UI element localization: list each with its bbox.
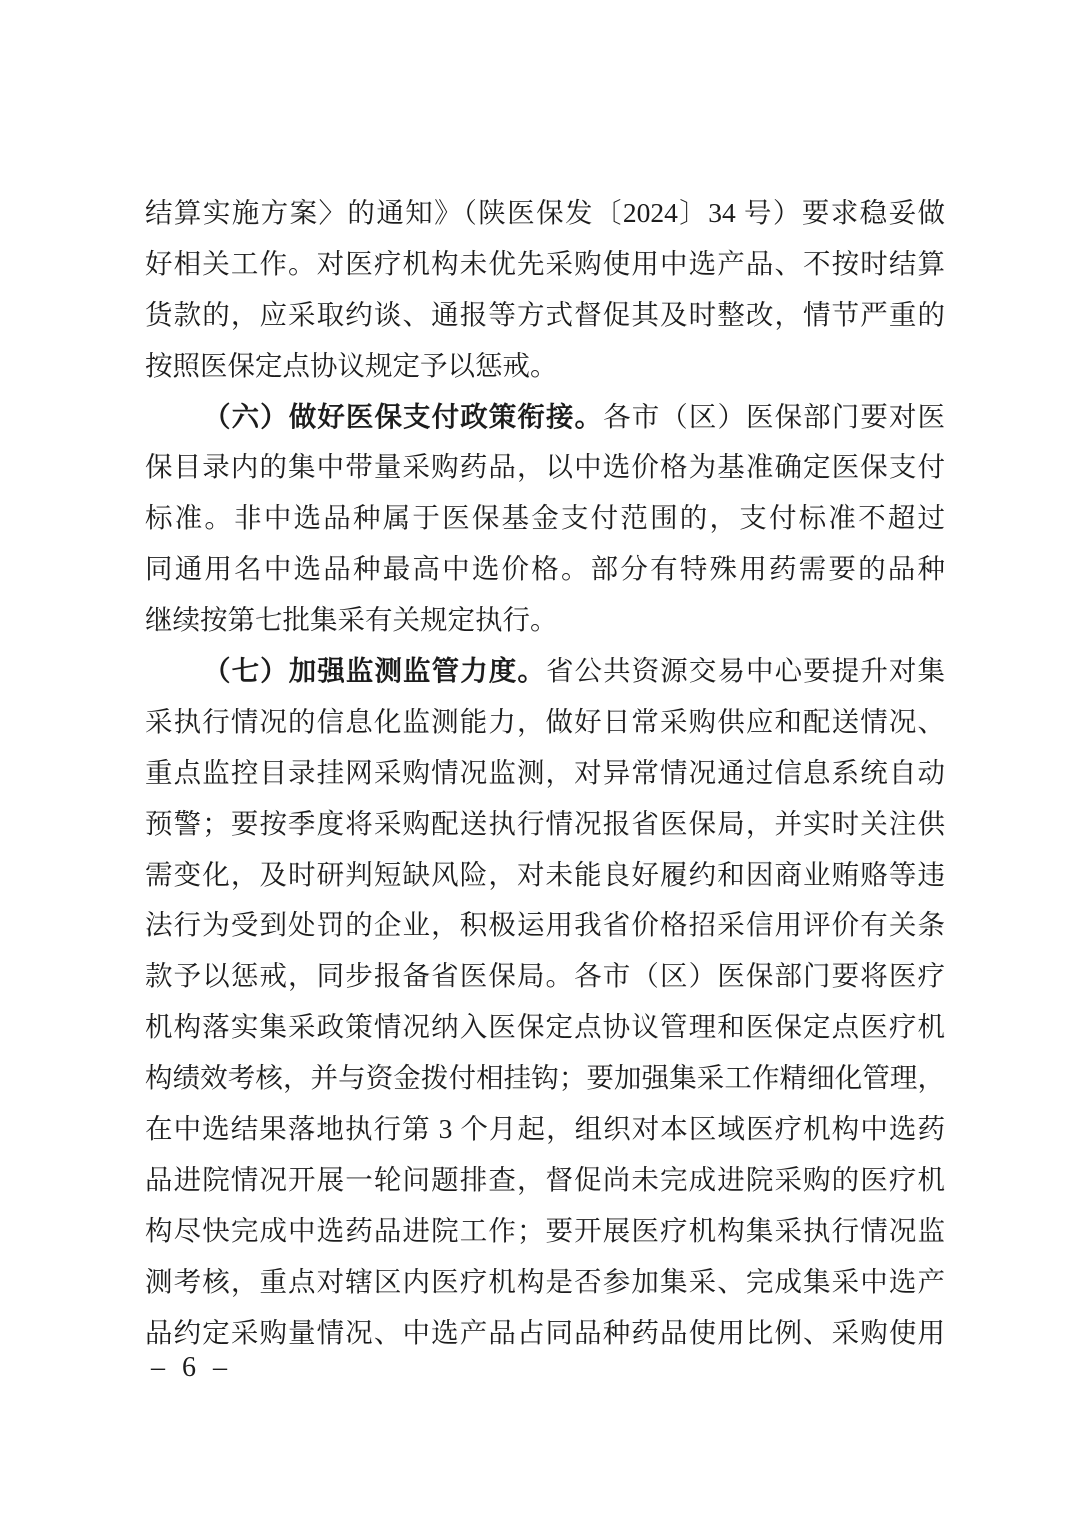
line-text: 机构落实集采政策情况纳入医保定点协议管理和医保定点医疗机 bbox=[145, 1011, 945, 1043]
document-line bbox=[145, 1206, 945, 1257]
document-line bbox=[145, 1002, 945, 1053]
line-text: 同通用名中选品种最高中选价格。部分有特殊用药需要的品种 bbox=[145, 553, 945, 585]
document-line bbox=[145, 595, 945, 646]
document-line bbox=[145, 1053, 945, 1104]
line-text: 测考核，重点对辖区内医疗机构是否参加集采、完成集采中选产 bbox=[145, 1265, 945, 1297]
section-heading: （七）加强监测监管力度。 bbox=[203, 655, 546, 687]
document-line bbox=[145, 290, 945, 341]
document-body bbox=[145, 188, 945, 1358]
document-line bbox=[145, 799, 945, 850]
line-text: 重点监控目录挂网采购情况监测，对异常情况通过信息系统自动 bbox=[145, 756, 945, 788]
document-line bbox=[145, 341, 945, 392]
document-line bbox=[145, 1308, 945, 1359]
page-number: – 6 – bbox=[151, 1352, 232, 1383]
line-text: 在中选结果落地执行第 3 个月起，组织对本区域医疗机构中选药 bbox=[145, 1113, 945, 1145]
document-line bbox=[145, 748, 945, 799]
line-text: 构绩效考核，并与资金拨付相挂钩；要加强集采工作精细化管理， bbox=[145, 1062, 945, 1094]
document-line bbox=[145, 544, 945, 595]
line-text: 继续按第七批集采有关规定执行。 bbox=[145, 604, 558, 636]
line-text: 省公共资源交易中心要提升对集 bbox=[545, 655, 946, 687]
line-text: 品约定采购量情况、中选产品占同品种药品使用比例、采购使用 bbox=[145, 1316, 945, 1348]
line-text: 货款的，应采取约谈、通报等方式督促其及时整改，情节严重的 bbox=[145, 298, 945, 330]
document-line bbox=[145, 697, 945, 748]
line-text: 保目录内的集中带量采购药品，以中选价格为基准确定医保支付 bbox=[145, 451, 945, 483]
line-text: 需变化，及时研判短缺风险，对未能良好履约和因商业贿赂等违 bbox=[145, 858, 945, 890]
document-line bbox=[145, 951, 945, 1002]
line-text: 结算实施方案〉的通知》（陕医保发〔2024〕34 号）要求稳妥做 bbox=[145, 197, 945, 228]
line-text: 品进院情况开展一轮问题排查，督促尚未完成进院采购的医疗机 bbox=[145, 1163, 945, 1195]
document-line bbox=[145, 646, 945, 697]
line-text: 法行为受到处罚的企业，积极运用我省价格招采信用评价有关条 bbox=[145, 909, 945, 941]
document-line bbox=[145, 1257, 945, 1308]
line-text: 预警；要按季度将采购配送执行情况报省医保局，并实时关注供 bbox=[145, 807, 945, 839]
document-line bbox=[145, 1104, 945, 1155]
document-line bbox=[145, 392, 945, 443]
document-line bbox=[145, 239, 945, 290]
line-text: 采执行情况的信息化监测能力，做好日常采购供应和配送情况、 bbox=[145, 705, 945, 737]
line-text: 标准。非中选品种属于医保基金支付范围的，支付标准不超过 bbox=[145, 502, 945, 534]
document-line bbox=[145, 442, 945, 493]
line-text: 构尽快完成中选药品进院工作；要开展医疗机构集采执行情况监 bbox=[145, 1214, 945, 1246]
document-line bbox=[145, 850, 945, 901]
line-text: 好相关工作。对医疗机构未优先采购使用中选产品、不按时结算 bbox=[145, 247, 945, 279]
section-heading: （六）做好医保支付政策衔接。 bbox=[203, 400, 604, 432]
line-text: 各市（区）医保部门要对医 bbox=[603, 400, 946, 432]
document-line bbox=[145, 188, 945, 239]
document-line bbox=[145, 1155, 945, 1206]
line-text: 款予以惩戒，同步报备省医保局。各市（区）医保部门要将医疗 bbox=[145, 960, 945, 992]
document-line bbox=[145, 493, 945, 544]
document-line bbox=[145, 900, 945, 951]
line-text: 按照医保定点协议规定予以惩戒。 bbox=[145, 349, 558, 381]
